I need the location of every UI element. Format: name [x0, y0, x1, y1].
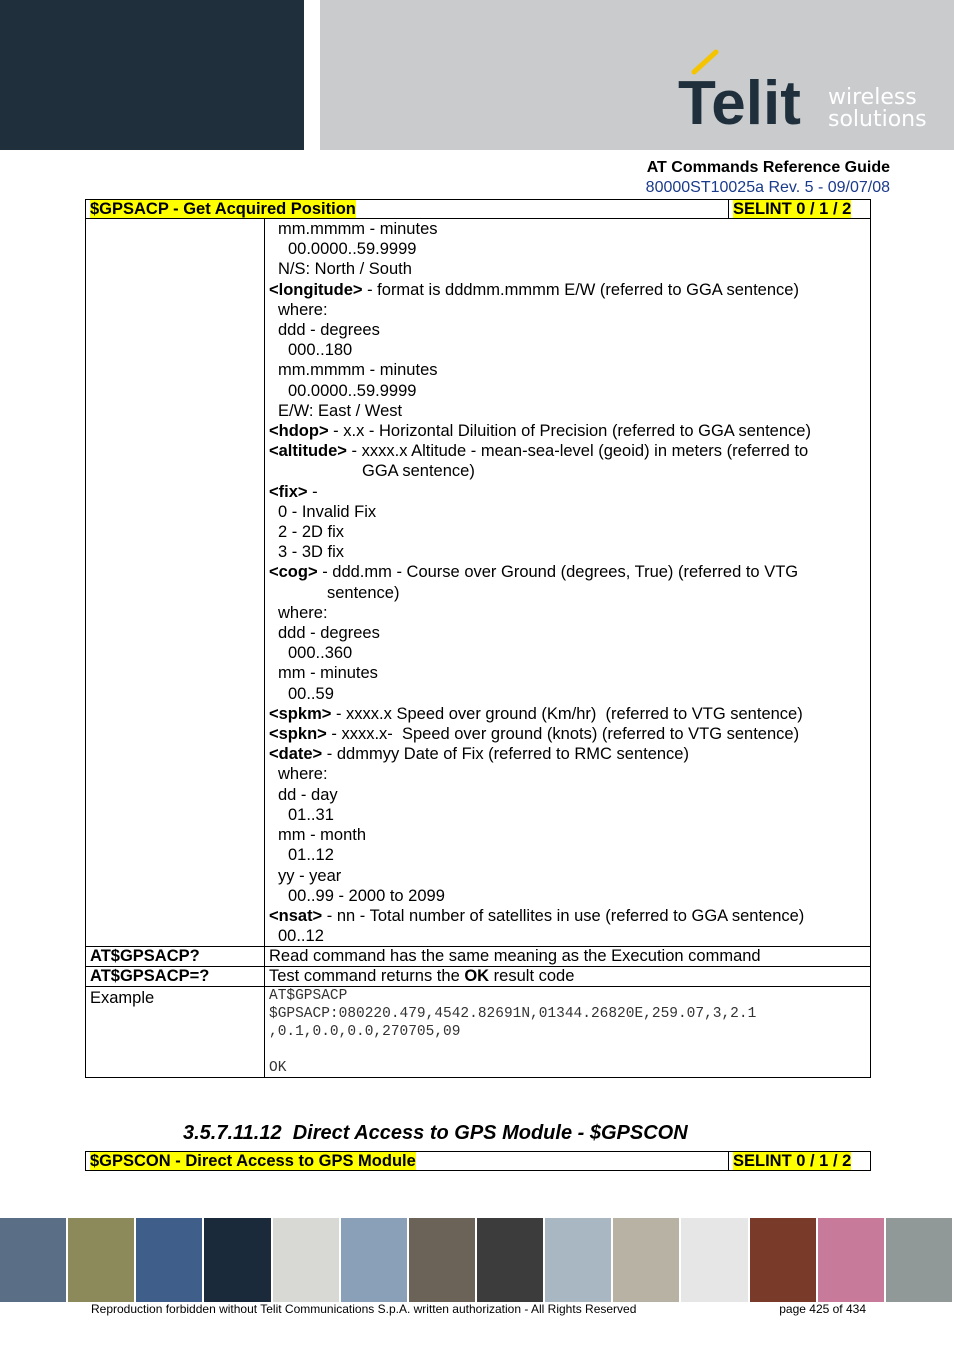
- selint-label: SELINT 0 / 1 / 2: [733, 1152, 852, 1170]
- footer-photo-strip: [0, 1218, 954, 1302]
- selint-label: SELINT 0 / 1 / 2: [733, 200, 852, 218]
- list-item: 00..99 - 2000 to 2099: [288, 886, 445, 905]
- list-item: mm.mmmm - minutes: [278, 220, 438, 238]
- list-item: where:: [278, 300, 328, 319]
- table-header-row: [86, 200, 871, 219]
- logo-main-text: Telit: [678, 69, 801, 134]
- table-row: [86, 987, 871, 1078]
- example-label: Example: [86, 987, 265, 1078]
- page-number: page 425 of 434: [779, 1302, 866, 1316]
- gpsacp-table: [85, 199, 871, 1078]
- read-command: AT$GPSACP?: [90, 947, 200, 966]
- list-item: dd - day: [278, 785, 338, 804]
- list-item: <spkn> - xxxx.x- Speed over ground (knots) (referred to VTG sentence): [269, 725, 800, 744]
- list-item: 00..59: [288, 684, 334, 703]
- footer: [91, 1302, 866, 1316]
- list-item: <hdop> - x.x - Horizontal Diluition of Precision (referred to GGA sentence): [269, 422, 811, 441]
- footer-copyright: Reproduction forbidden without Telit Communications S.p.A. written authorization - All Rights Reserved: [91, 1302, 637, 1316]
- table-title: $GPSCON - Direct Access to GPS Module: [90, 1152, 416, 1170]
- list-item: 00..12: [278, 927, 324, 946]
- gpscon-table: [85, 1151, 871, 1171]
- list-item: 2 - 2D fix: [278, 523, 345, 542]
- list-item: ddd - degrees: [278, 624, 380, 643]
- list-item: mm.mmmm - minutes: [278, 361, 438, 380]
- list-item: 3 - 3D fix: [278, 543, 345, 562]
- list-item: ddd - degrees: [278, 321, 380, 340]
- section-title: Direct Access to GPS Module - $GPSCON: [292, 1122, 688, 1144]
- table-header-row: [86, 1152, 871, 1171]
- table-row: [86, 967, 871, 987]
- doc-title: AT Commands Reference Guide: [646, 159, 890, 176]
- list-item: mm - minutes: [278, 664, 378, 683]
- list-item: <fix> -: [269, 482, 318, 501]
- list-item: 00.0000..59.9999: [288, 240, 417, 259]
- list-item: <cog> - ddd.mm - Course over Ground (degrees, True) (referred to VTG: [269, 563, 799, 582]
- table-row: [86, 947, 871, 967]
- list-item: 01..31: [288, 805, 334, 824]
- table-row: [86, 219, 871, 947]
- section-number: 3.5.7.11.12: [183, 1122, 282, 1144]
- list-item: <date> - ddmmyy Date of Fix (referred to RMC sentence): [269, 745, 689, 764]
- document-title-block: [646, 158, 890, 198]
- list-item: 01..12: [288, 846, 334, 865]
- test-command: AT$GPSACP=?: [90, 967, 210, 986]
- list-item: where:: [278, 765, 328, 784]
- logo-sub1-text: wireless: [828, 85, 917, 110]
- example-code: AT$GPSACP $GPSACP:080220.479,4542.82691N,01344.26820E,259.07,3,2.1 ,0.1,0.0,0.0,270705,09 OK: [265, 987, 871, 1078]
- list-item: GGA sentence): [362, 462, 475, 481]
- logo-sub2-text: solutions: [828, 107, 927, 132]
- test-description: Test command returns the OK result code: [265, 967, 871, 987]
- list-item: N/S: North / South: [278, 260, 412, 279]
- read-description: Read command has the same meaning as the Execution command: [265, 947, 871, 967]
- doc-id: 80000ST10025a Rev. 5 - 09/07/08: [645, 179, 890, 196]
- list-item: <longitude> - format is dddmm.mmmm E/W (referred to GGA sentence): [269, 280, 799, 299]
- list-item: <altitude> - xxxx.x Altitude - mean-sea-level (geoid) in meters (referred to: [269, 442, 809, 461]
- list-item: mm - month: [278, 826, 367, 845]
- list-item: yy - year: [278, 866, 342, 885]
- list-item: 0 - Invalid Fix: [278, 502, 377, 521]
- list-item: 000..180: [288, 341, 353, 360]
- table-title: $GPSACP - Get Acquired Position: [90, 200, 356, 218]
- header-dark-panel: [0, 0, 304, 150]
- parameter-list: [265, 219, 871, 947]
- list-item: 000..360: [288, 644, 353, 663]
- list-item: <spkm> - xxxx.x Speed over ground (Km/hr) (referred to VTG sentence): [269, 704, 803, 723]
- telit-logo: [676, 48, 936, 134]
- section-heading: [183, 1122, 688, 1145]
- list-item: sentence): [327, 583, 400, 602]
- list-item: 00.0000..59.9999: [288, 381, 417, 400]
- list-item: <nsat> - nn - Total number of satellites in use (referred to GGA sentence): [269, 906, 805, 925]
- list-item: where:: [278, 603, 328, 622]
- list-item: E/W: East / West: [278, 401, 403, 420]
